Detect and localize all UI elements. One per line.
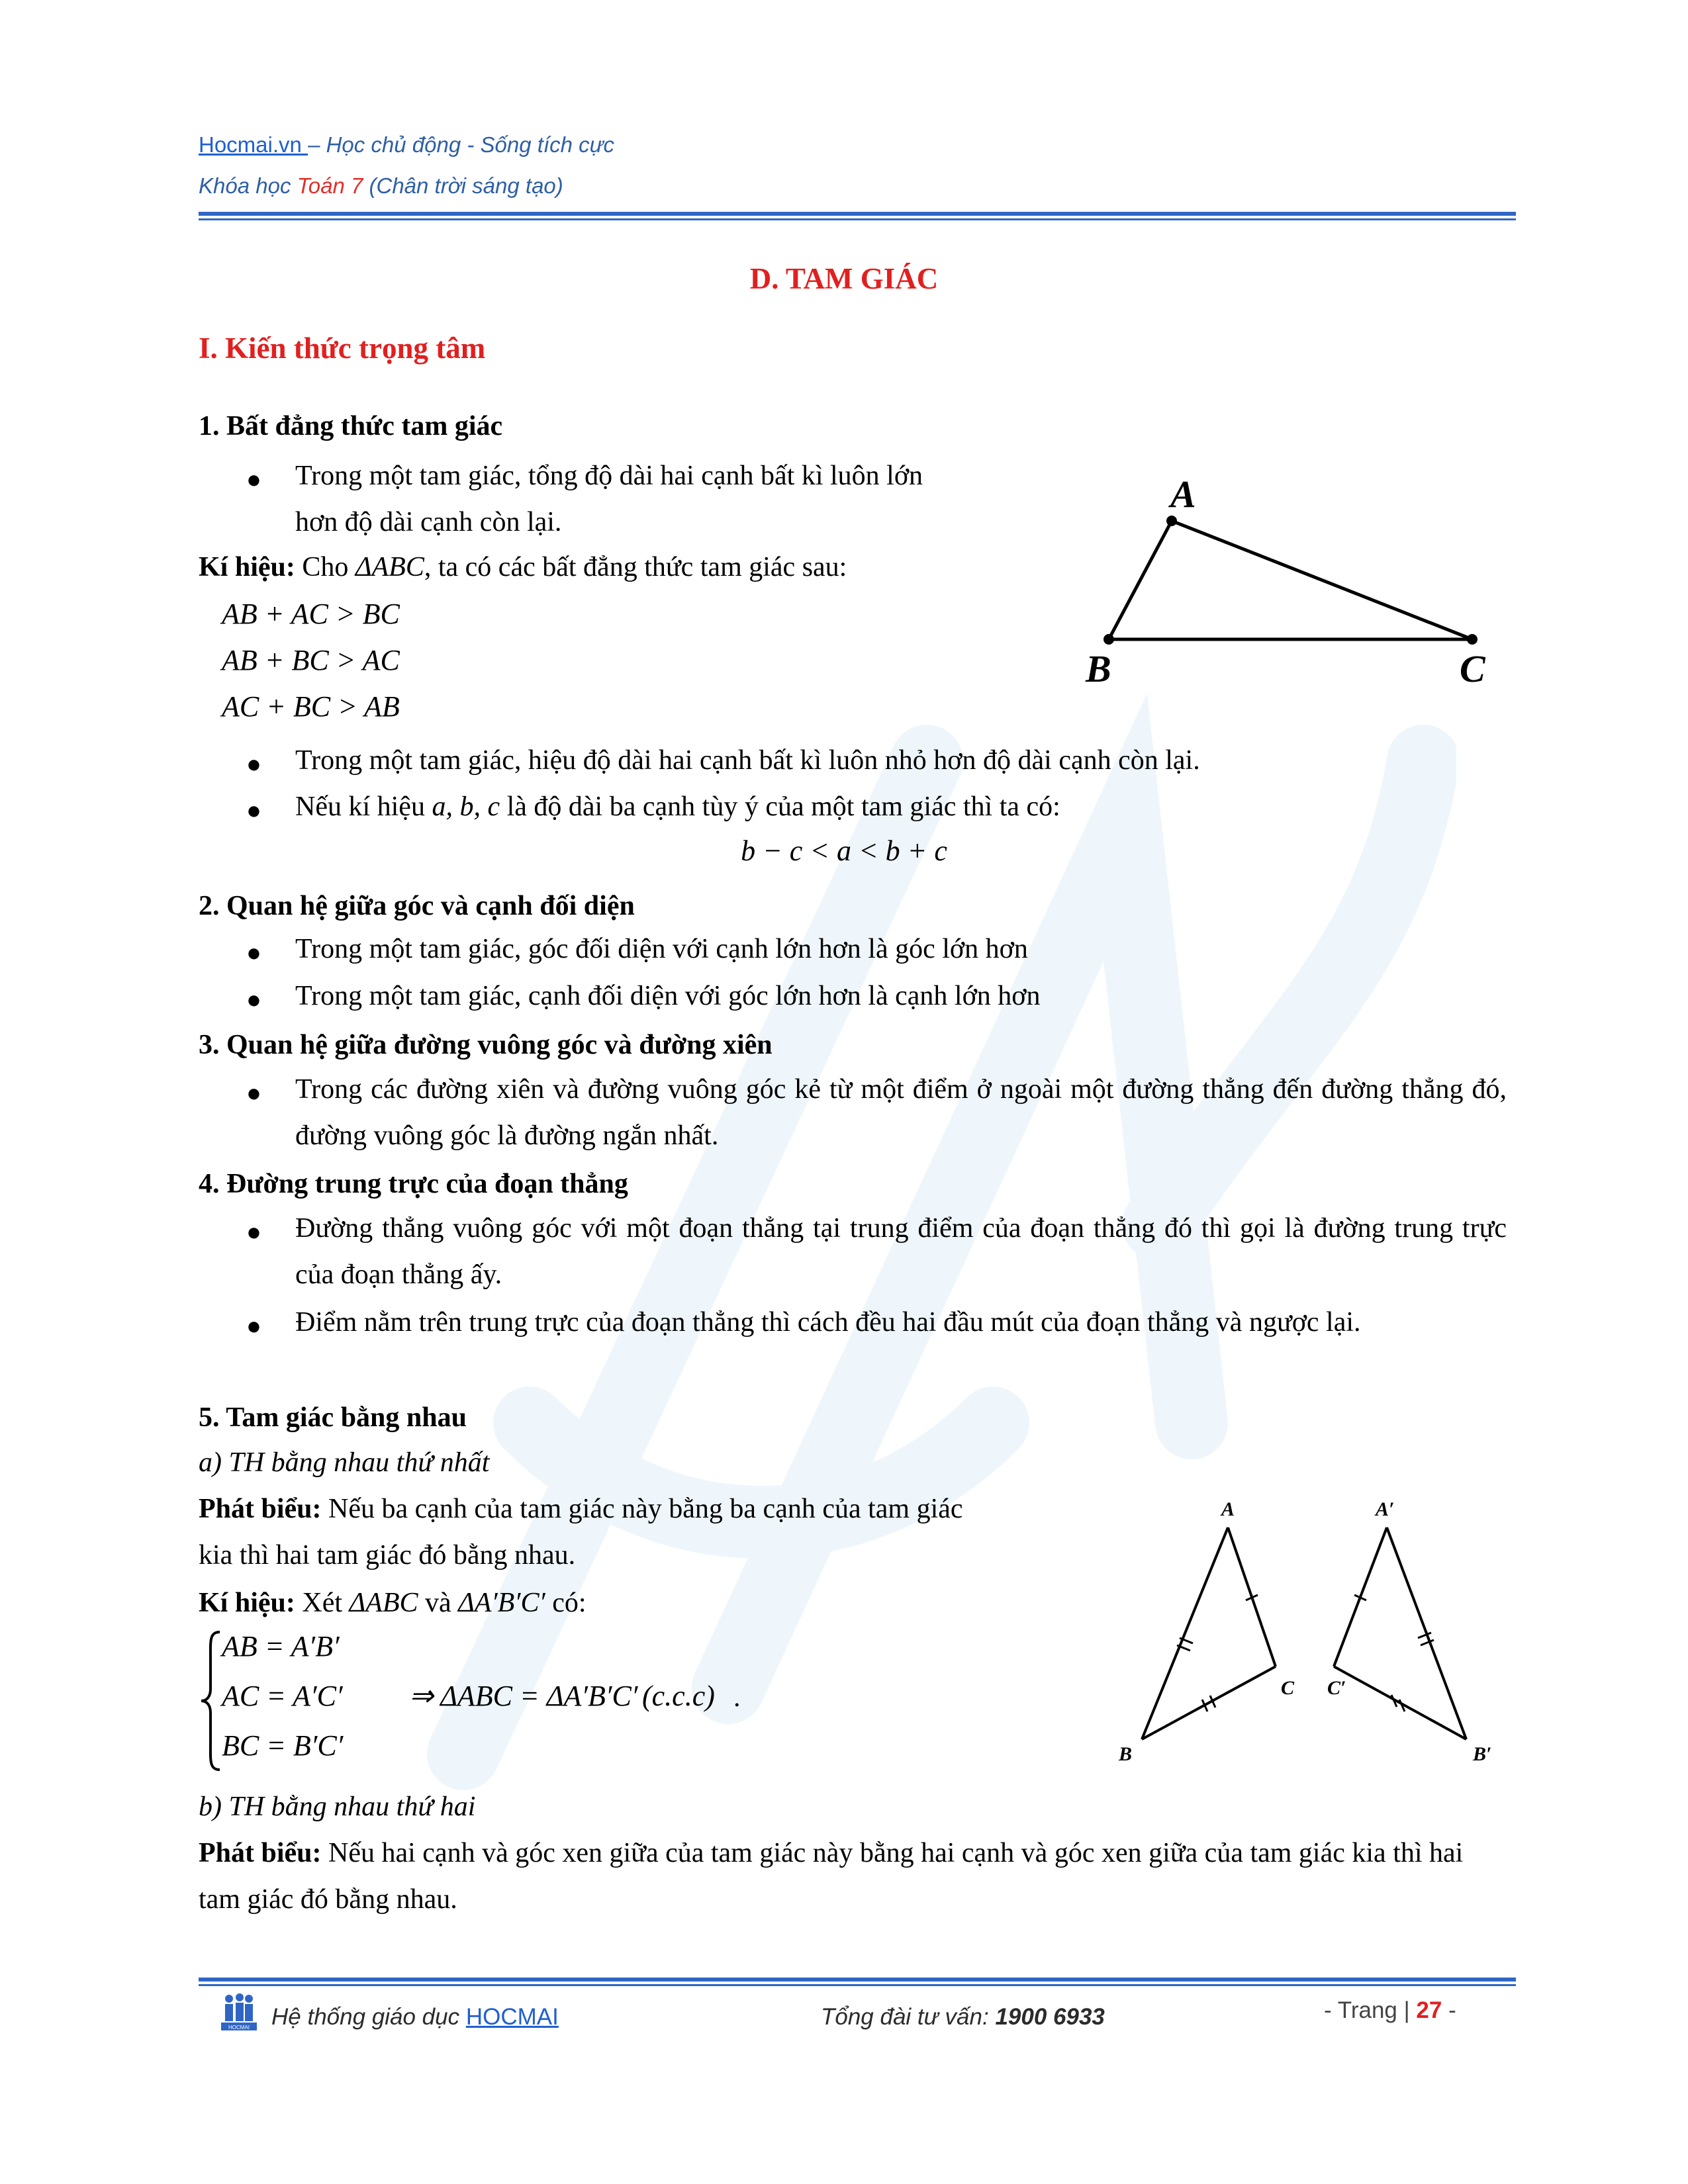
notation-text2: , ta có các bất đẳng thức tam giác sau: — [424, 552, 847, 582]
formula-bca: b − c < a < b + c — [741, 835, 947, 867]
hotline-label: Tổng đài tư vấn: — [821, 2004, 996, 2030]
tick-marks — [1177, 1595, 1434, 1711]
b3-pre: Nếu kí hiệu — [295, 792, 432, 822]
footer-system — [271, 2004, 559, 2030]
course-edition: (Chân trời sáng tạo) — [363, 173, 563, 198]
footer-hotline — [821, 2004, 1105, 2030]
has-text: có: — [545, 1588, 586, 1618]
s1-notation — [199, 544, 847, 590]
s3-bullet1: Trong các đường xiên và đường vuông góc kẻ từ một điểm ở ngoài một đường thẳng đến đường thẳng đó, đường vuông góc là đường ngắn nhất. — [295, 1074, 1507, 1151]
tri2-side-ab — [1387, 1527, 1466, 1739]
footer-rule-top — [199, 1978, 1516, 1981]
brace-icon — [199, 1628, 225, 1774]
case-a-notation — [199, 1580, 586, 1626]
s4-bullet2: Điểm nằm trên trung trực của đoạn thẳng thì cách đều hai đầu mút của đoạn thẳng và ngược lại. — [295, 1307, 1361, 1338]
statement-a-line1: Nếu ba cạnh của tam giác này bằng ba cạnh của tam giác — [321, 1494, 963, 1524]
side-ac — [1172, 521, 1472, 639]
header-rule-top — [199, 212, 1516, 216]
footer-system-text: Hệ thống giáo dục — [271, 2004, 466, 2030]
page-indicator — [1324, 1997, 1456, 2024]
s2-bullet2: Trong một tam giác, cạnh đối diện với góc lớn hơn là cạnh lớn hơn — [295, 981, 1041, 1011]
statement-label: Phát biểu: — [199, 1838, 322, 1868]
inequality-2: AB + BC > AC — [222, 644, 400, 676]
svg-text:HOCMAI: HOCMAI — [228, 2025, 250, 2030]
fig2-label-a: A — [1221, 1498, 1235, 1520]
s1-bullet3 — [295, 784, 1060, 830]
label-c: C — [1460, 647, 1485, 690]
period: . — [733, 1682, 741, 1713]
s1-heading: 1. Bất đẳng thức tam giác — [199, 411, 503, 441]
header-tagline — [199, 132, 614, 158]
and-text: và — [418, 1588, 459, 1618]
bullet-icon: ● — [246, 466, 261, 494]
s1-bullet1-line1: Trong một tam giác, tổng độ dài hai cạnh bất kì luôn lớn — [295, 461, 923, 491]
s1-bullet2: Trong một tam giác, hiệu độ dài hai cạnh bất kì luôn nhỏ hơn độ dài cạnh còn lại. — [295, 745, 1200, 776]
bullet-icon: ● — [246, 1079, 261, 1107]
page-suffix: - — [1442, 1997, 1456, 2023]
notation-pre: Xét — [295, 1588, 350, 1618]
s5-heading: 5. Tam giác bằng nhau — [199, 1402, 467, 1433]
fig2-label-c: C — [1281, 1677, 1295, 1699]
notation-label: Kí hiệu: — [199, 1588, 295, 1618]
s3-heading: 3. Quan hệ giữa đường vuông góc và đường xiên — [199, 1030, 773, 1060]
tri1-side-bc — [1142, 1666, 1276, 1739]
bullet-icon: ● — [246, 986, 261, 1014]
fig2-label-a2: A′ — [1376, 1498, 1395, 1520]
course-prefix: Khóa học — [199, 173, 297, 198]
label-b: B — [1086, 647, 1111, 690]
triangle-figure-1 — [1059, 463, 1523, 702]
b3-vars: a, b, c — [432, 792, 500, 822]
s1-bullet1-line2: hơn độ dài cạnh còn lại. — [295, 507, 562, 537]
page-prefix: - Trang | — [1324, 1997, 1417, 2023]
hocmai-logo-icon — [218, 1992, 258, 2033]
footer-hocmai-link[interactable]: HOCMAI — [465, 2004, 559, 2030]
s4-heading: 4. Đường trung trực của đoạn thẳng — [199, 1169, 628, 1199]
congruent-triangles-figure — [1092, 1489, 1503, 1767]
footer-rule-bottom — [199, 1984, 1516, 1986]
equation-3: BC = B′C′ — [222, 1729, 344, 1762]
bullet-icon: ● — [246, 751, 261, 778]
side-ab — [1109, 521, 1172, 639]
notation-text: Cho — [295, 552, 355, 582]
tri-a2b2c2: ΔA′B′C′ — [458, 1588, 545, 1618]
bullet-icon: ● — [246, 797, 261, 825]
s1-bullet1 — [295, 453, 923, 545]
bullet-icon: ● — [246, 1218, 261, 1246]
s2-heading: 2. Quan hệ giữa góc và cạnh đối diện — [199, 891, 635, 921]
course-name: Toán 7 — [297, 173, 363, 198]
statement-label: Phát biểu: — [199, 1494, 322, 1524]
site-link[interactable]: Hocmai.vn — [199, 132, 308, 157]
case-a-title: a) TH bằng nhau thứ nhất — [199, 1447, 490, 1478]
statement-a-line2: kia thì hai tam giác đó bằng nhau. — [199, 1540, 576, 1570]
s4-bullet1: Đường thẳng vuông góc với một đoạn thẳng tại trung điểm của đoạn thẳng đó thì gọi là đường trung trực của đoạn thẳng ấy. — [295, 1213, 1507, 1290]
hotline-number: 1900 6933 — [995, 2004, 1105, 2030]
equation-1: AB = A′B′ — [222, 1630, 340, 1662]
b3-post: là độ dài ba cạnh tùy ý của một tam giác thì ta có: — [500, 792, 1060, 822]
slogan: – Học chủ động - Sống tích cực — [308, 132, 615, 157]
triangle-symbol: ΔABC — [355, 552, 424, 582]
fig2-label-c2: C′ — [1327, 1677, 1346, 1699]
bullet-icon: ● — [246, 939, 261, 967]
case-b-statement — [199, 1830, 1489, 1923]
label-a: A — [1170, 473, 1196, 516]
fig2-label-b: B — [1119, 1743, 1133, 1765]
case-b-title: b) TH bằng nhau thứ hai — [199, 1792, 476, 1822]
course-line — [199, 173, 563, 199]
page-number: 27 — [1416, 1997, 1442, 2023]
part1-heading: I. Kiến thức trọng tâm — [199, 332, 486, 365]
statement-b: Nếu hai cạnh và góc xen giữa của tam giác này bằng hai cạnh và góc xen giữa của tam giác kia thì hai tam giác đó bằng nhau. — [199, 1838, 1464, 1915]
inequality-1: AB + AC > BC — [222, 598, 400, 630]
bullet-icon: ● — [246, 1312, 261, 1340]
vertex-b — [1103, 634, 1114, 645]
header-rule-bottom — [199, 218, 1516, 220]
vertex-a — [1166, 516, 1177, 526]
implication: ⇒ ΔABC = ΔA′B′C′ — [409, 1680, 638, 1712]
s2-bullet1: Trong một tam giác, góc đối diện với cạnh lớn hơn là góc lớn hơn — [295, 934, 1028, 964]
vertex-c — [1467, 634, 1477, 645]
equation-2: AC = A′C′ — [222, 1680, 343, 1712]
tri-abc: ΔABC — [349, 1588, 418, 1618]
inequality-3: AC + BC > AB — [222, 690, 400, 723]
fig2-label-b2: B′ — [1473, 1743, 1492, 1765]
ccc-label: (c.c.c) — [642, 1680, 715, 1712]
notation-label: Kí hiệu: — [199, 552, 295, 582]
case-a-statement — [199, 1486, 963, 1578]
section-title: D. TAM GIÁC — [749, 262, 939, 295]
